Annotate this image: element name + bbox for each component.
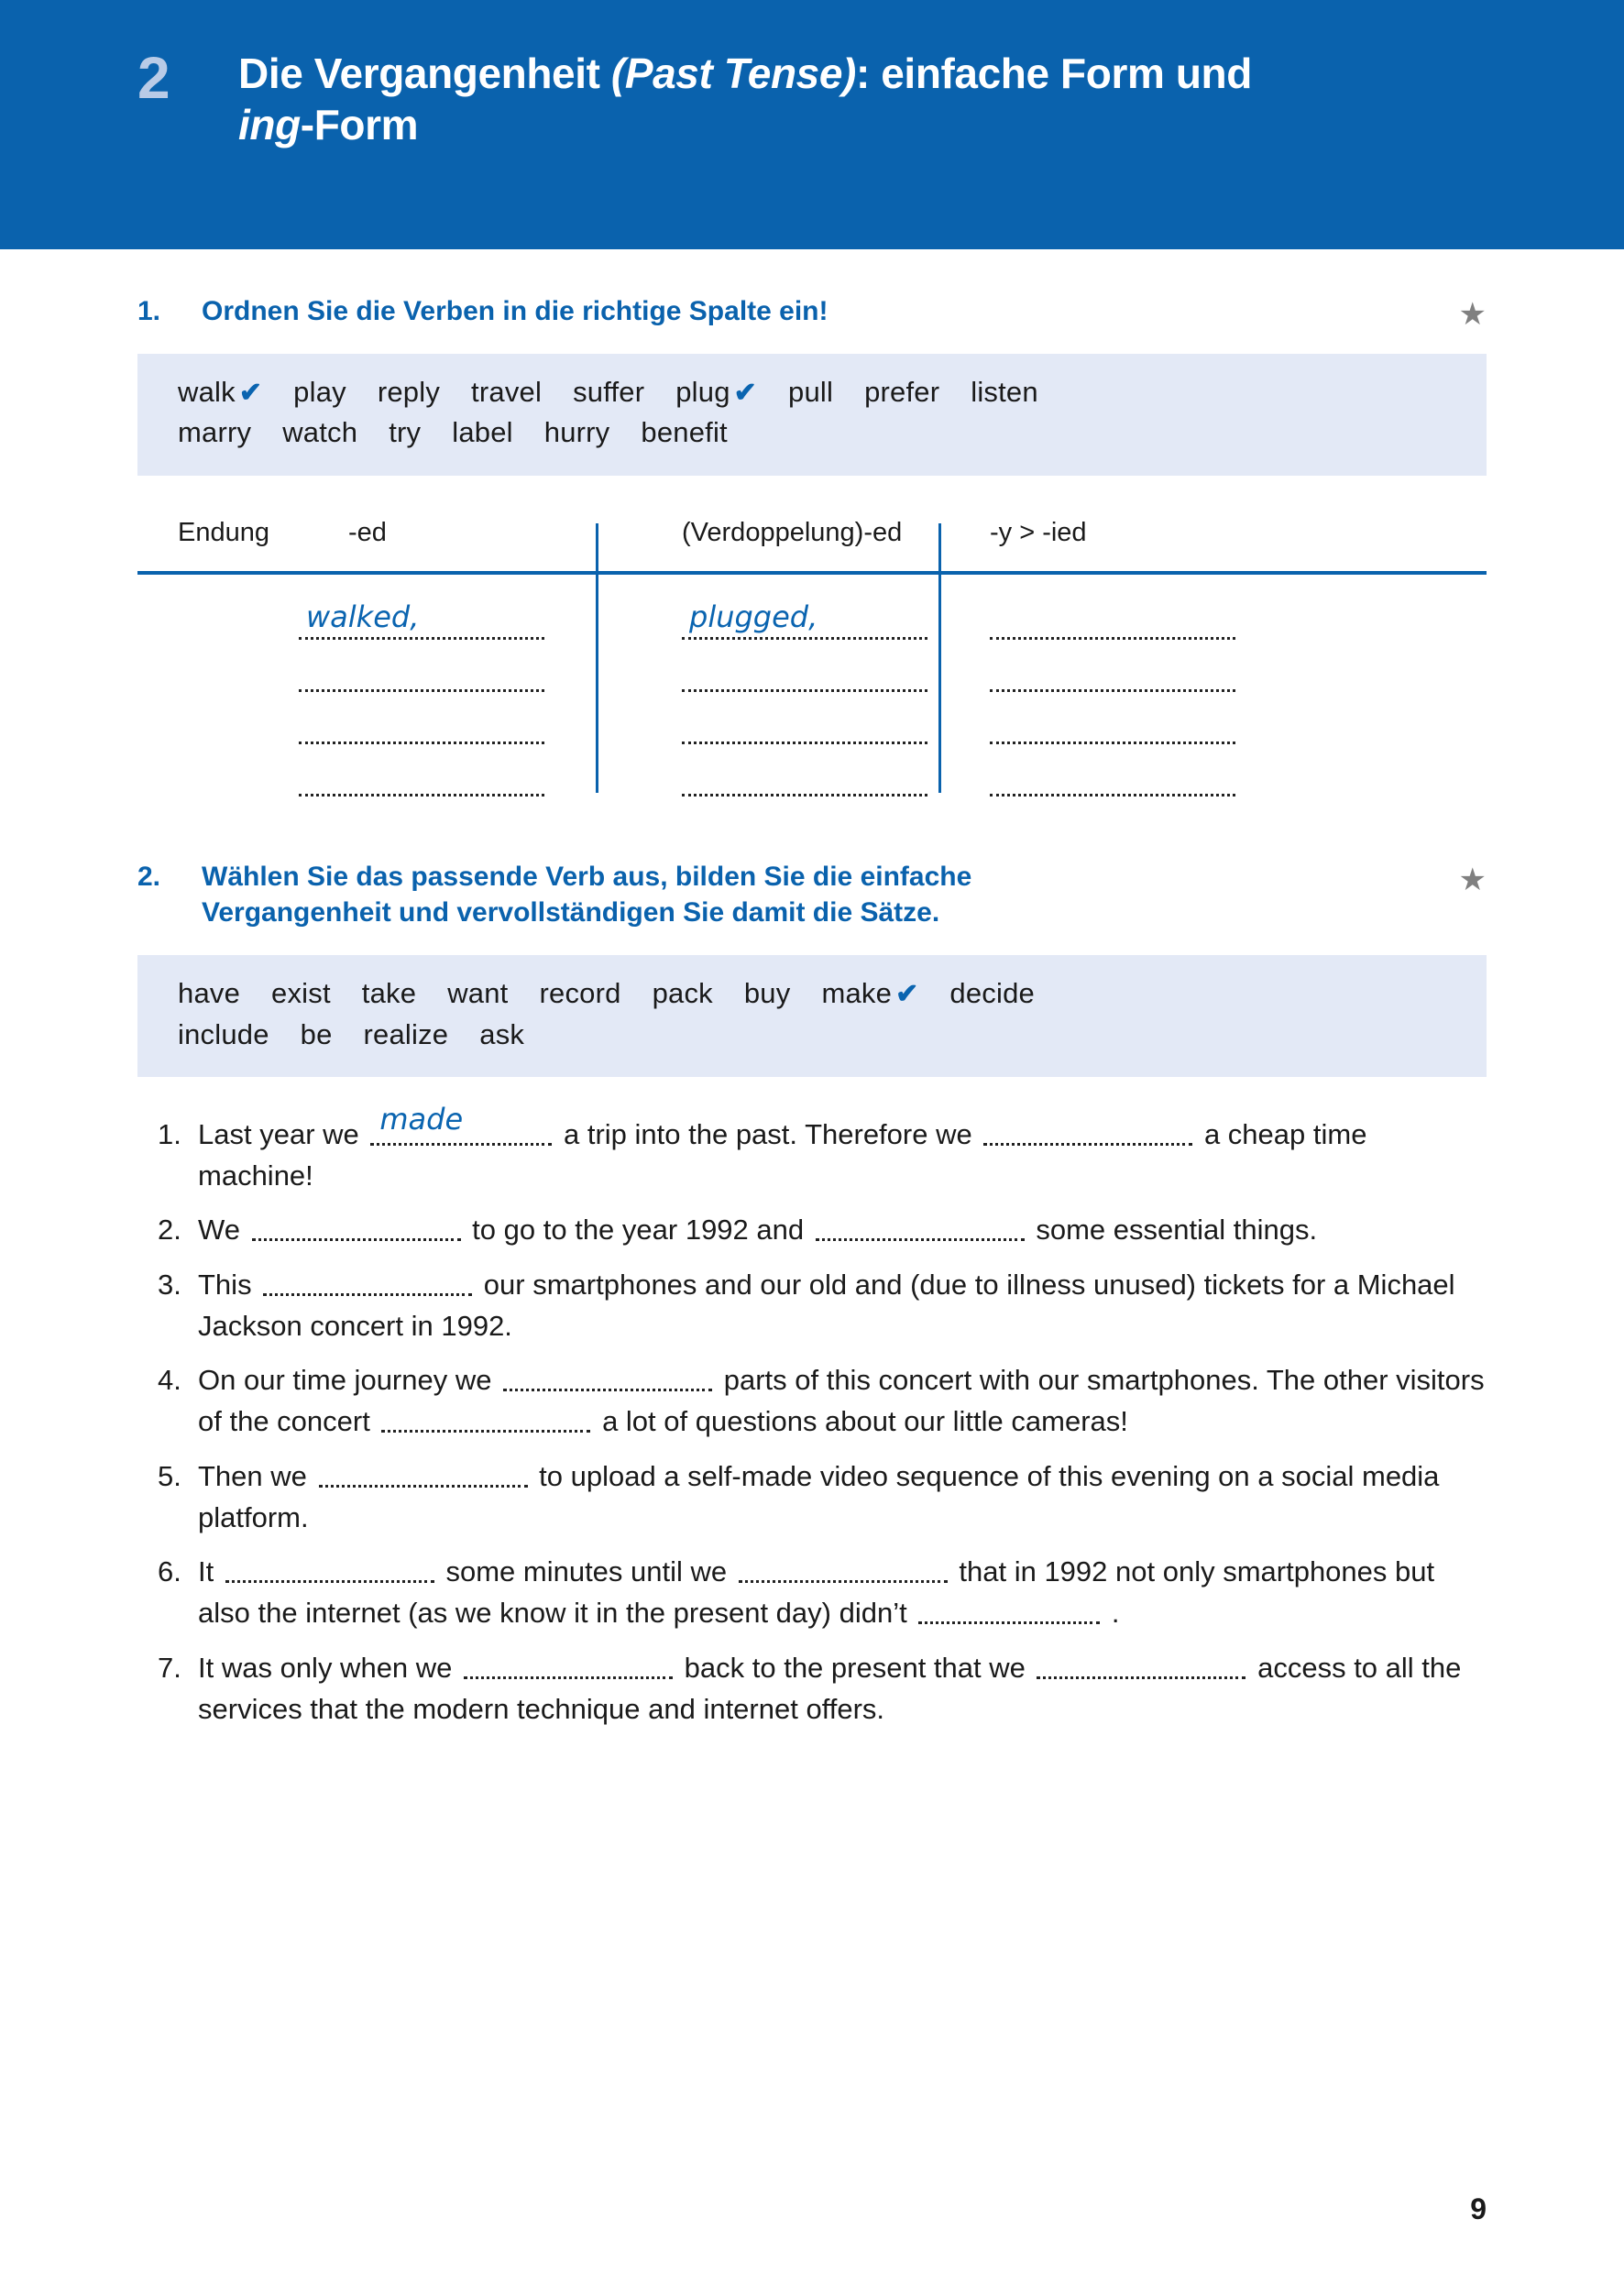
answer-blank-line[interactable] bbox=[682, 588, 927, 640]
sentence-text-fragment: access to all the services that the modern technique and internet offers. bbox=[198, 1651, 1462, 1725]
checkmark-icon: ✔ bbox=[895, 979, 919, 1010]
answer-blank[interactable] bbox=[816, 1214, 1025, 1241]
answer-blank[interactable] bbox=[739, 1556, 948, 1583]
wordbank-word[interactable] bbox=[301, 1018, 333, 1050]
page-number: 9 bbox=[1470, 2192, 1487, 2225]
wordbank-word[interactable] bbox=[544, 416, 610, 448]
wordbank-word-label: have bbox=[178, 977, 241, 1010]
sentence-text bbox=[198, 1359, 1487, 1443]
wordbank-word[interactable] bbox=[378, 376, 440, 408]
endung-label: Endung bbox=[178, 517, 269, 547]
answer-blank-line[interactable] bbox=[990, 744, 1235, 796]
sentence-item bbox=[158, 1102, 1487, 1197]
sentence-item bbox=[158, 1456, 1487, 1539]
wordbank-word[interactable] bbox=[178, 416, 251, 448]
handwritten-answer: made bbox=[379, 1102, 464, 1137]
sentence-text-fragment: On our time journey we bbox=[198, 1364, 500, 1397]
sentence-text bbox=[198, 1102, 1487, 1197]
wordbank-word[interactable] bbox=[949, 977, 1035, 1009]
wordbank-word[interactable] bbox=[282, 416, 357, 448]
sentence-item bbox=[158, 1647, 1487, 1730]
wordbank-row-2 bbox=[178, 412, 1487, 453]
wordbank-word[interactable] bbox=[389, 416, 421, 448]
sorting-table-header-col-1 bbox=[178, 518, 596, 560]
col-1-header-label: -ed bbox=[348, 517, 387, 547]
wordbank-word-label: pack bbox=[652, 977, 713, 1010]
answer-blank-line[interactable] bbox=[682, 744, 927, 796]
wordbank-word-label: walk bbox=[178, 375, 236, 408]
sentence-item bbox=[158, 1551, 1487, 1634]
sentence-text-fragment: that in 1992 not only smartphones but also the internet (as we know it in the present day) didn’t bbox=[198, 1555, 1435, 1630]
sentence-text-fragment: to upload a self-made video sequence of this evening on a social media platform. bbox=[198, 1459, 1440, 1533]
wordbank-word[interactable] bbox=[675, 376, 757, 408]
answer-blank[interactable] bbox=[1037, 1653, 1245, 1679]
wordbank-word-label: record bbox=[539, 977, 621, 1010]
sentence-text-fragment: It bbox=[198, 1555, 222, 1588]
wordbank-word-label: watch bbox=[282, 416, 358, 449]
sorting-table-columns bbox=[137, 575, 1487, 796]
wordbank-word[interactable] bbox=[178, 977, 240, 1009]
exercise-2-title-line-2: Vergangenheit und vervollständigen Sie damit die Sätze. bbox=[202, 897, 940, 928]
wordbank-word-label: buy bbox=[743, 977, 791, 1010]
sentence-text bbox=[198, 1456, 1487, 1539]
sentence-text-fragment: some minutes until we bbox=[437, 1555, 735, 1588]
wordbank-word-label: try bbox=[389, 416, 422, 449]
wordbank-word-label: prefer bbox=[864, 375, 940, 408]
difficulty-star-icon: ★ bbox=[1458, 862, 1487, 897]
sentence-number: 6. bbox=[158, 1555, 181, 1588]
wordbank-word[interactable] bbox=[821, 977, 918, 1009]
answer-blank[interactable] bbox=[225, 1556, 434, 1583]
wordbank-row-1 bbox=[178, 372, 1487, 413]
sentence-number: 3. bbox=[158, 1268, 181, 1301]
exercise-1-title: Ordnen Sie die Verben in die richtige Spalte ein! bbox=[202, 296, 828, 326]
wordbank-word[interactable] bbox=[573, 376, 644, 408]
wordbank-word-label: listen bbox=[971, 375, 1038, 408]
answer-blank-line[interactable] bbox=[299, 640, 544, 692]
chapter-banner bbox=[0, 0, 1624, 249]
chapter-number: 2 bbox=[137, 45, 170, 111]
wordbank-word[interactable] bbox=[447, 977, 508, 1009]
sentence-text-fragment: a cheap time machine! bbox=[198, 1117, 1367, 1192]
sorting-table bbox=[137, 518, 1487, 793]
wordbank-word-label: realize bbox=[363, 1017, 449, 1050]
answer-blank-line[interactable] bbox=[299, 744, 544, 796]
wordbank-word[interactable] bbox=[744, 977, 791, 1009]
sentence-text bbox=[198, 1209, 1317, 1250]
wordbank-word[interactable] bbox=[362, 977, 416, 1009]
wordbank-word-label: make bbox=[821, 977, 893, 1010]
sorting-table-header-row bbox=[137, 518, 1487, 560]
sentence-text-fragment: a lot of questions about our little cameras! bbox=[594, 1405, 1128, 1438]
wordbank-row-2 bbox=[178, 1015, 1487, 1055]
wordbank-word-label: benefit bbox=[641, 416, 728, 449]
wordbank-word[interactable] bbox=[178, 1018, 269, 1050]
sentence-text-fragment: back to the present that we bbox=[676, 1651, 1034, 1684]
sorting-column-ed bbox=[137, 588, 596, 796]
checkmark-icon: ✔ bbox=[733, 377, 757, 408]
answer-blank[interactable] bbox=[370, 1102, 552, 1146]
sentence-text-fragment: our smartphones and our old and (due to illness unused) tickets for a Michael Jackson concert in 1992. bbox=[198, 1268, 1455, 1342]
sentence-item bbox=[158, 1209, 1487, 1250]
exercise-2-title bbox=[202, 859, 971, 932]
answer-blank-line[interactable] bbox=[299, 588, 544, 640]
checkmark-icon: ✔ bbox=[238, 377, 263, 408]
wordbank-row-1 bbox=[178, 973, 1487, 1015]
exercise-2-number: 2. bbox=[137, 861, 161, 892]
sentence-text-fragment: some essential things. bbox=[1027, 1214, 1318, 1247]
sentence-item bbox=[158, 1359, 1487, 1443]
difficulty-star-icon: ★ bbox=[1458, 297, 1487, 332]
sentence-text-fragment: a trip into the past. Therefore we bbox=[555, 1117, 981, 1150]
wordbank-word-label: want bbox=[447, 977, 509, 1010]
answer-blank[interactable] bbox=[381, 1406, 590, 1433]
handwritten-answer: plugged, bbox=[689, 599, 818, 634]
title-ing-italic: ing bbox=[238, 101, 301, 149]
wordbank-word-label: include bbox=[178, 1017, 269, 1050]
title-past-tense-italic: (Past Tense) bbox=[610, 49, 856, 97]
sentence-text-fragment: Last year we bbox=[198, 1117, 368, 1150]
title-part-1: Die Vergangenheit bbox=[238, 49, 611, 97]
wordbank-word-label: hurry bbox=[543, 416, 610, 449]
sentence-text-fragment: to go to the year 1992 and bbox=[464, 1214, 812, 1247]
wordbank-word-label: ask bbox=[479, 1017, 525, 1050]
answer-blank[interactable] bbox=[252, 1214, 461, 1241]
sentence-text-fragment: parts of this concert with our smartphones. The other visitors of the concert bbox=[198, 1364, 1485, 1438]
wordbank-word-label: plug bbox=[675, 375, 730, 408]
banner-inner bbox=[0, 45, 1624, 150]
sentence-text bbox=[198, 1551, 1487, 1634]
sentence-item bbox=[158, 1264, 1487, 1347]
sentence-number: 2. bbox=[158, 1214, 181, 1247]
answer-blank[interactable] bbox=[464, 1653, 673, 1679]
wordbank-word[interactable] bbox=[293, 376, 346, 408]
sentence-list bbox=[137, 1102, 1487, 1730]
exercise-1-number: 1. bbox=[137, 296, 161, 326]
wordbank-word[interactable] bbox=[479, 1018, 524, 1050]
wordbank-word-label: decide bbox=[949, 977, 1035, 1010]
exercise-2-wordbank bbox=[137, 955, 1487, 1077]
answer-blank[interactable] bbox=[263, 1269, 472, 1296]
answer-blank[interactable] bbox=[983, 1119, 1192, 1146]
page-body bbox=[0, 249, 1624, 1730]
answer-blank-line[interactable] bbox=[299, 692, 544, 744]
wordbank-word[interactable] bbox=[364, 1018, 449, 1050]
wordbank-word-label: label bbox=[452, 416, 513, 449]
answer-blank[interactable] bbox=[319, 1461, 528, 1488]
wordbank-word-label: travel bbox=[471, 375, 543, 408]
wordbank-word[interactable] bbox=[178, 376, 262, 408]
title-form-rest: -Form bbox=[300, 101, 419, 149]
sentence-text bbox=[198, 1264, 1487, 1347]
wordbank-word[interactable] bbox=[471, 376, 542, 408]
wordbank-word-label: suffer bbox=[573, 375, 645, 408]
wordbank-word[interactable] bbox=[641, 416, 727, 448]
wordbank-word-label: take bbox=[361, 977, 417, 1010]
page-title bbox=[238, 48, 1252, 150]
wordbank-word[interactable] bbox=[788, 376, 833, 408]
sorting-table-header-col-2: (Verdoppelung)-ed bbox=[682, 517, 903, 547]
wordbank-word[interactable] bbox=[653, 977, 713, 1009]
wordbank-word[interactable] bbox=[864, 376, 939, 408]
title-part-2: : einfache Form und bbox=[855, 49, 1252, 97]
exercise-1-heading bbox=[137, 293, 1487, 330]
sentence-text-fragment: It was only when we bbox=[198, 1651, 461, 1684]
sentence-number: 1. bbox=[158, 1117, 181, 1150]
sentence-text-fragment: . bbox=[1103, 1597, 1120, 1630]
answer-blank[interactable] bbox=[503, 1365, 712, 1391]
wordbank-word-label: reply bbox=[377, 375, 441, 408]
wordbank-word-label: exist bbox=[271, 977, 331, 1010]
sentence-text-fragment: This bbox=[198, 1268, 260, 1301]
exercise-2-title-line-1: Wählen Sie das passende Verb aus, bilden Sie die einfache bbox=[202, 861, 972, 892]
answer-blank[interactable] bbox=[918, 1598, 1100, 1624]
answer-blank-line[interactable] bbox=[990, 588, 1235, 640]
sentence-text-fragment: Then we bbox=[198, 1459, 315, 1492]
exercise-1-wordbank bbox=[137, 354, 1487, 476]
wordbank-word-label: pull bbox=[788, 375, 834, 408]
wordbank-word[interactable] bbox=[971, 376, 1038, 408]
sentence-text-fragment: We bbox=[198, 1214, 248, 1247]
answer-blank-line[interactable] bbox=[990, 640, 1235, 692]
handwritten-answer: walked, bbox=[306, 599, 420, 634]
wordbank-word[interactable] bbox=[452, 416, 513, 448]
exercise-2-heading bbox=[137, 859, 1487, 932]
sentence-number: 7. bbox=[158, 1651, 181, 1684]
answer-blank-line[interactable] bbox=[682, 640, 927, 692]
wordbank-word-label: marry bbox=[178, 416, 252, 449]
sentence-number: 4. bbox=[158, 1364, 181, 1397]
answer-blank-line[interactable] bbox=[990, 692, 1235, 744]
sentence-number: 5. bbox=[158, 1459, 181, 1492]
sentence-text bbox=[198, 1647, 1487, 1730]
wordbank-word-label: play bbox=[293, 375, 346, 408]
sorting-table-header-col-3: -y > -ied bbox=[990, 517, 1087, 547]
answer-blank-line[interactable] bbox=[682, 692, 927, 744]
sorting-column-doubling-ed bbox=[596, 588, 938, 796]
sorting-column-y-ied bbox=[938, 588, 1395, 796]
wordbank-word[interactable] bbox=[271, 977, 331, 1009]
wordbank-word[interactable] bbox=[539, 977, 620, 1009]
wordbank-word-label: be bbox=[300, 1017, 333, 1050]
